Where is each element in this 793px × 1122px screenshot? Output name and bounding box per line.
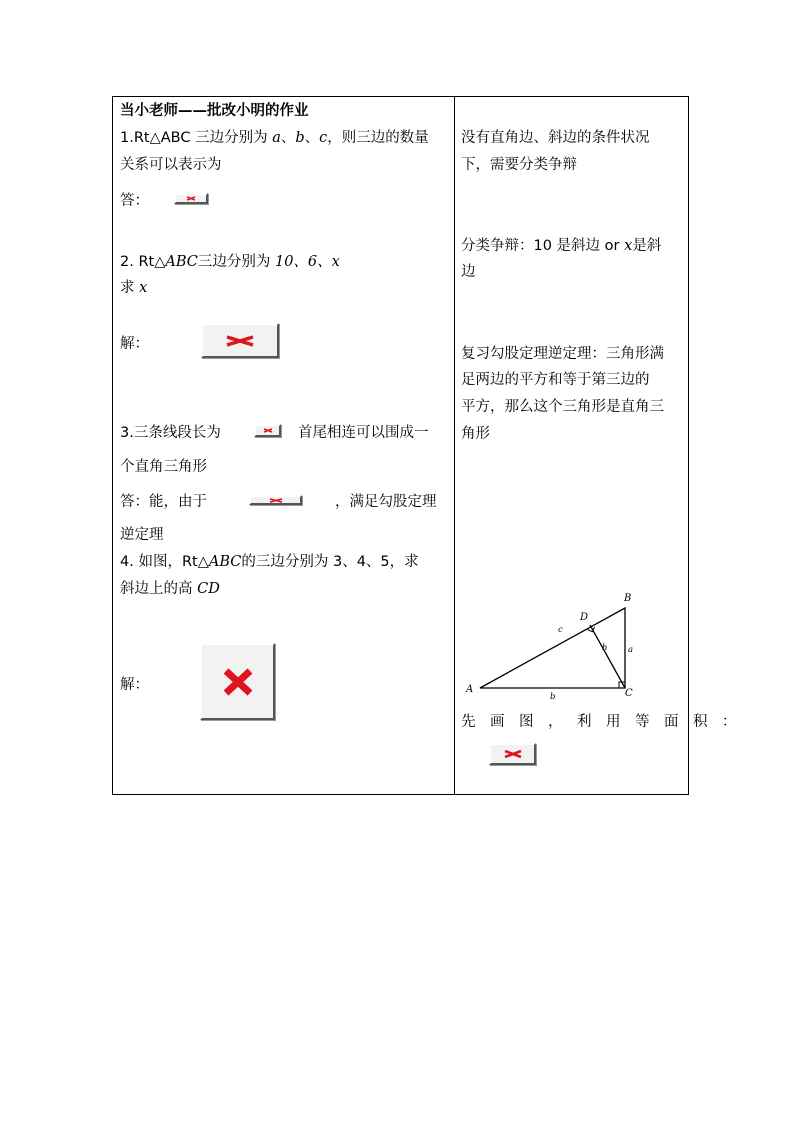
q3-line4: 逆定理 xyxy=(120,527,164,543)
note1-line1: 没有直角边、斜边的条件状况 xyxy=(461,130,650,146)
column-divider xyxy=(454,97,455,794)
note2-line1: 分类争辩：10 是斜边 or x是斜 xyxy=(461,238,662,254)
note3-line1: 复习勾股定理逆定理：三角形满 xyxy=(461,346,664,362)
q3-line1-post: 首尾相连可以围成一 xyxy=(298,425,429,441)
broken-image-icon xyxy=(201,323,279,358)
label-b-vertex: B xyxy=(624,593,632,604)
broken-image-icon xyxy=(174,193,208,204)
note3-line3: 平方，那么这个三角形是直角三 xyxy=(461,399,664,415)
label-d-point: D xyxy=(580,612,589,623)
label-side-a: a xyxy=(628,645,634,655)
q3-line2: 个直角三角形 xyxy=(120,459,207,475)
q4-line2: 斜边上的高 CD xyxy=(120,581,220,597)
note2-line2: 边 xyxy=(461,264,476,280)
q4-line1: 4. 如图，Rt△ABC的三边分别为 3、4、5，求 xyxy=(120,554,419,570)
broken-image-icon xyxy=(254,424,281,437)
q3-line3-pre: 答：能，由于 xyxy=(120,494,207,510)
q3-line3-post: ，满足勾股定理 xyxy=(335,494,437,510)
q2-line1: 2. Rt△ABC三边分别为 10、6、x xyxy=(120,254,340,270)
q2-line2: 求 x xyxy=(120,280,148,296)
broken-image-icon xyxy=(249,495,302,505)
q2-solution-label: 解： xyxy=(120,336,149,352)
altitude-cd xyxy=(590,625,625,688)
label-height-h: h xyxy=(602,643,608,653)
q1-line1: 1.Rt△ABC 三边分别为 a、b、c，则三边的数量 xyxy=(120,130,429,146)
q4-solution-label: 解： xyxy=(120,677,149,693)
q1-line2: 关系可以表示为 xyxy=(120,157,222,173)
q1-answer-label: 答： xyxy=(120,193,149,209)
note3-line4: 角形 xyxy=(461,426,490,442)
section-title: 当小老师——批改小明的作业 xyxy=(120,103,309,119)
right-triangle-diagram xyxy=(458,585,658,705)
label-a-vertex: A xyxy=(466,684,474,695)
note3-line2: 足两边的平方和等于第三边的 xyxy=(461,372,650,388)
label-c-vertex: C xyxy=(625,688,633,699)
label-side-c: c xyxy=(558,625,563,635)
homework-table xyxy=(112,96,751,795)
note1-line2: 下，需要分类争辩 xyxy=(461,157,577,173)
note4: 先画图，利用等面积： xyxy=(461,714,751,730)
broken-image-icon xyxy=(489,743,536,765)
label-side-b: b xyxy=(550,692,556,702)
broken-image-icon xyxy=(200,643,275,720)
q3-line1-pre: 3.三条线段长为 xyxy=(120,425,221,441)
